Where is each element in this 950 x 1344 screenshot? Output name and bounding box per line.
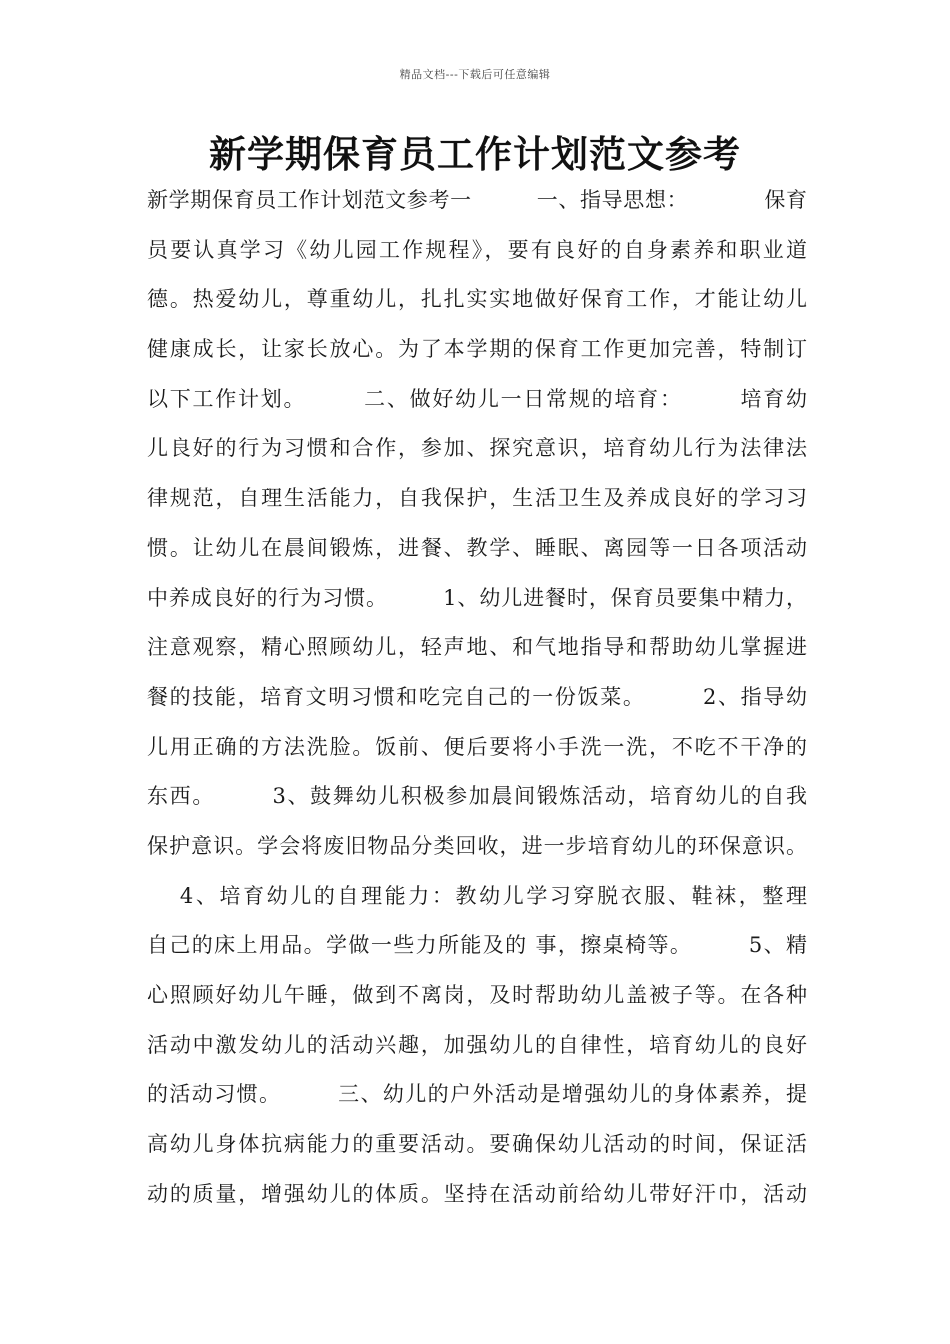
body-line: 健康成长，让家长放心。为了本学期的保育工作更加完善，特制订 <box>147 337 807 362</box>
body-line: 儿良好的行为习惯和合作，参加、探究意识，培育幼儿行为法律法 <box>147 436 807 461</box>
body-line: 员要认真学习《幼儿园工作规程》，要有良好的自身素养和职业道 <box>147 237 807 262</box>
body-line: 以下工作计划。 二、做好幼儿一日常规的培育： 培育幼 <box>147 386 807 411</box>
body-line: 德。热爱幼儿，尊重幼儿，扎扎实实地做好保育工作，才能让幼儿 <box>147 287 807 312</box>
header-note: 精品文档---下载后可任意编辑 <box>399 68 551 81</box>
document-title: 新学期保育员工作计划范文参考 <box>209 132 741 176</box>
body-line: 心照顾好幼儿午睡，做到不离岗，及时帮助幼儿盖被子等。在各种 <box>147 983 807 1007</box>
body-line: 4、培育幼儿的自理能力：教幼儿学习穿脱衣服、鞋袜，整理 <box>147 883 807 908</box>
body-line: 餐的技能，培育文明习惯和吃完自己的一份饭菜。 2、指导幼 <box>147 684 807 709</box>
body-line: 的活动习惯。 三、幼儿的户外活动是增强幼儿的身体素养，提 <box>147 1082 807 1107</box>
body-line: 注意观察，精心照顾幼儿，轻声地、和气地指导和帮助幼儿掌握进 <box>147 635 807 660</box>
body-line: 东西。 3、鼓舞幼儿积极参加晨间锻炼活动，培育幼儿的自我 <box>147 784 807 809</box>
body-line: 保护意识。学会将废旧物品分类回收，进一步培育幼儿的环保意识。 <box>147 833 807 858</box>
document-body <box>147 176 807 1219</box>
body-line: 律规范，自理生活能力，自我保护，生活卫生及养成良好的学习习 <box>147 486 807 511</box>
body-line: 新学期保育员工作计划范文参考一 一、指导思想： 保育 <box>147 188 807 212</box>
body-line: 中养成良好的行为习惯。 1、幼儿进餐时，保育员要集中精力， <box>147 585 807 610</box>
body-line: 惯。让幼儿在晨间锻炼，进餐、教学、睡眠、离园等一日各项活动 <box>147 535 807 560</box>
body-line: 高幼儿身体抗病能力的重要活动。要确保幼儿活动的时间，保证活 <box>147 1132 807 1157</box>
body-line: 自己的床上用品。学做一些力所能及的 事，擦桌椅等。 5、精 <box>147 933 807 958</box>
body-line: 动的质量，增强幼儿的体质。坚持在活动前给幼儿带好汗巾，活动 <box>147 1181 807 1206</box>
body-line: 活动中激发幼儿的活动兴趣，加强幼儿的自律性，培育幼儿的良好 <box>147 1032 807 1057</box>
body-line: 儿用正确的方法洗脸。饭前、便后要将小手洗一洗，不吃不干净的 <box>147 734 807 759</box>
